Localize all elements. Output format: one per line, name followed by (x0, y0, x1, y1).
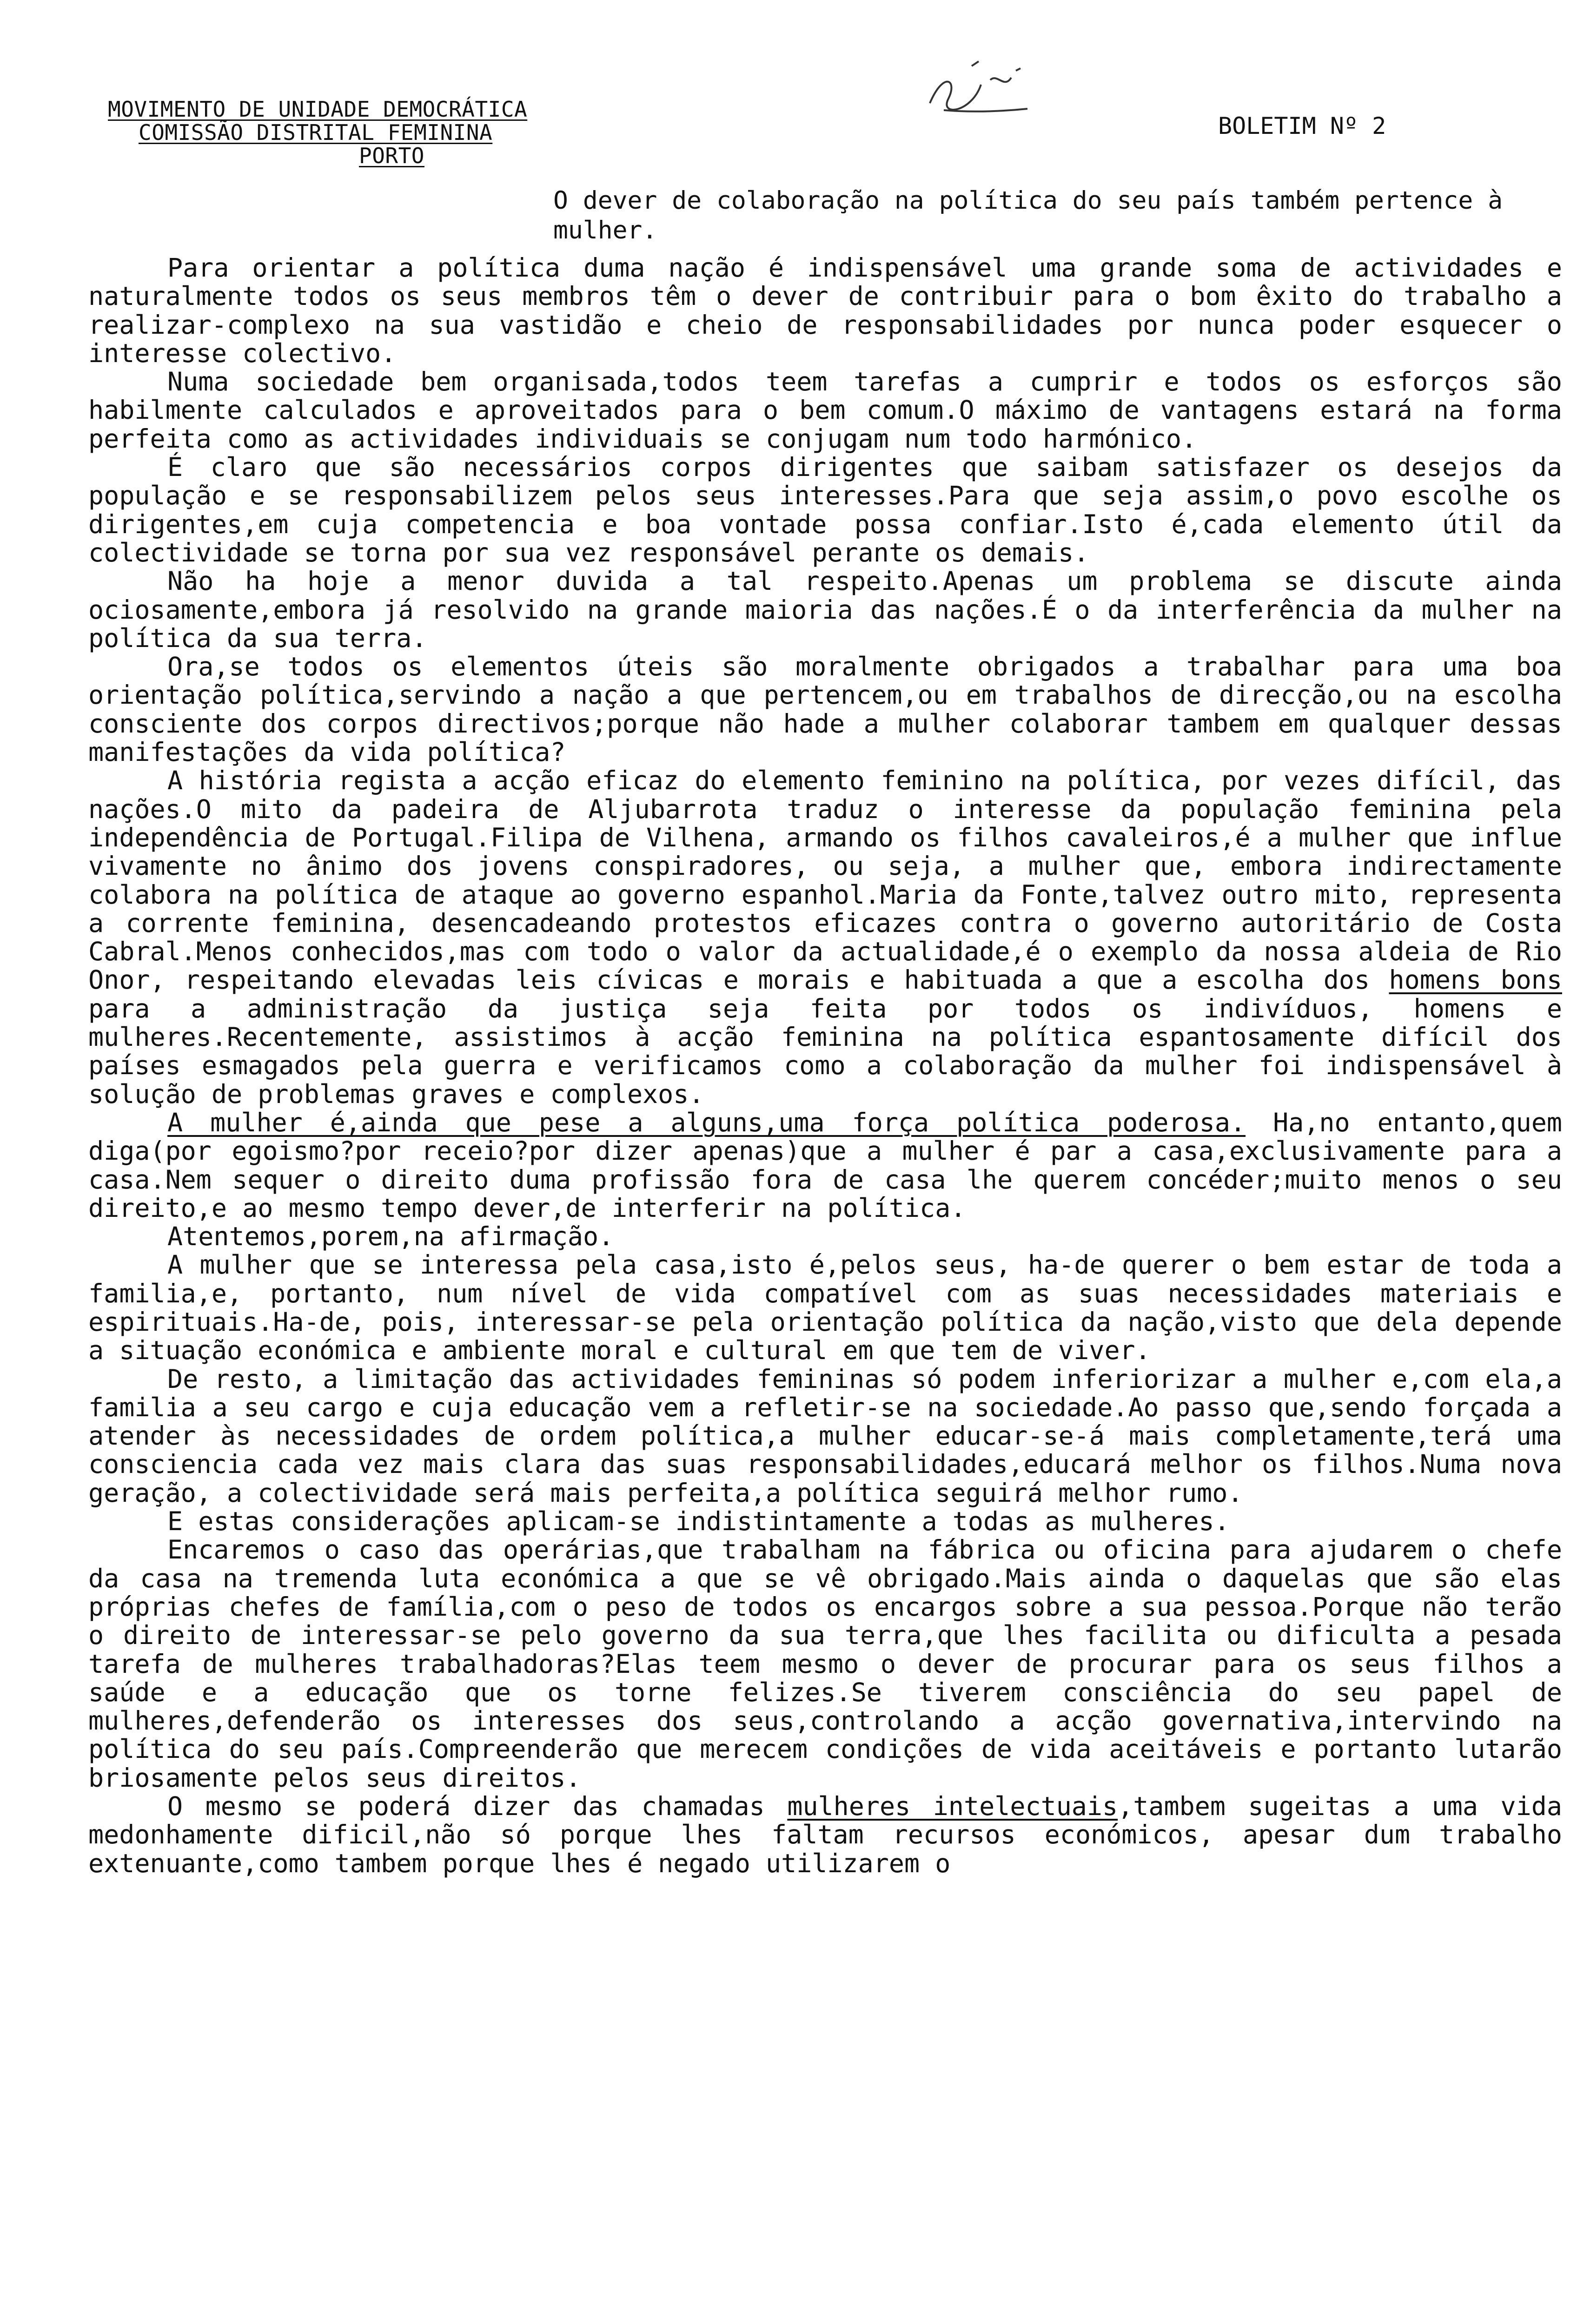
paragraph-text: ,tambem sugeitas a uma vida medonhamente dificil,não só porque lhes faltam recursos económicos, apesar dum trabalho extenuante,como tambem porque lhes é negado utilizarem o (88, 1791, 1562, 1878)
paragraph: Não ha hoje a menor duvida a tal respeito.Apenas um problema se discute ainda ociosamente,embora já resolvido na grande maioria das nações.É o da interferência da mulher na política da sua terra. (88, 566, 1562, 653)
bulletin-number: BOLETIM Nº 2 (1218, 112, 1386, 139)
paragraph-text: Ha,no entanto,quem diga(por egoismo?por receio?por dizer apenas)que a mulher é par a casa,exclusivamente para a casa.Nem sequer o direito duma profissão fora de casa lhe querem concéder;muito menos o seu direito,e ao mesmo tempo dever,de interferir na política. (88, 1107, 1562, 1223)
city-name: PORTO (359, 143, 424, 168)
underlined-phrase: A mulher é,ainda que pese a alguns,uma força política poderosa. (167, 1107, 1246, 1137)
article-body (88, 254, 1562, 1878)
paragraph: De resto, a limitação das actividades femininas só podem inferiorizar a mulher e,com ela,a familia a seu cargo e cuja educação vem a refletir-se na sociedade.Ao passo que,sendo forçada a atender às necessidades de ordem política,a mulher educar-se-á mais completamente,terá uma consciencia cada vez mais clara das suas responsabilidades,educará melhor os filhos.Numa nova geração, a colectividade será mais perfeita,a política seguirá melhor rumo. (88, 1364, 1562, 1508)
commission-name: COMISSÃO DISTRITAL FEMININA (139, 120, 493, 145)
document-tagline: O dever de colaboração na política do seu país também pertence à mulher. (553, 186, 1503, 244)
paragraph: É claro que são necessários corpos dirigentes que saibam satisfazer os desejos da população e se responsabilizem pelos seus interesses.Para que seja assim,o povo escolhe os dirigentes,em cuja competencia e boa vontade possa confiar.Isto é,cada elemento útil da colectividade se torna por sua vez responsável perante os demais. (88, 452, 1562, 568)
paragraph (88, 1792, 1562, 1878)
handwritten-mark (916, 52, 1037, 122)
underlined-phrase: mulheres intelectuais (787, 1791, 1118, 1822)
paragraph-text: A história regista a acção eficaz do elemento feminino na política, por vezes difícil, das nações.O mito da padeira de Aljubarrota traduz o interesse da população feminina pela independência de Portugal.Filipa de Vilhena, armando os filhos cavaleiros,é a mulher que influe vivamente no ânimo dos jovens conspiradores, ou seja, a mulher que, embora indirectamente colabora na política de ataque ao governo espanhol.Maria da Fonte,talvez outro mito, representa a corrente feminina, desencadeando protestos eficazes contra o governo autoritário de Costa Cabral.Menos conhecidos,mas com todo o valor da actualidade,é o exemplo da nossa aldeia de Rio Onor, respeitando elevadas leis cívicas e morais e habituada a que a escolha dos (88, 766, 1562, 995)
organization-header (108, 98, 527, 167)
organization-name: MOVIMENTO DE UNIDADE DEMOCRÁTICA (108, 97, 528, 122)
underlined-phrase: homens bons (1389, 965, 1562, 995)
paragraph: E estas considerações aplicam-se indistintamente a todas as mulheres. (167, 1506, 1230, 1537)
paragraph: Para orientar a política duma nação é indispensável uma grande soma de actividades e naturalmente todos os seus membros têm o dever de contribuir para o bom êxito do trabalho a realizar-complexo na sua vastidão e cheio de responsabilidades por nunca poder esquecer o interesse colectivo. (88, 253, 1562, 368)
paragraph: Numa sociedade bem organisada,todos teem tarefas a cumprir e todos os esforços são habilmente calculados e aproveitados para o bem comum.O máximo de vantagens estará na forma perfeita como as actividades individuais se conjugam num todo harmónico. (88, 367, 1562, 454)
paragraph: Ora,se todos os elementos úteis são moralmente obrigados a trabalhar para uma boa orientação política,servindo a nação a que pertencem,ou em trabalhos de direcção,ou na escolha consciente dos corpos directivos;porque não hade a mulher colaborar tambem em qualquer dessas manifestações da vida política? (88, 652, 1562, 767)
paragraph-text: para a administração da justiça seja feita por todos os indivíduos, homens e mulheres.Recentemente, assistimos à acção feminina na política espantosamente difícil dos países esmagados pela guerra e verificamos como a colaboração da mulher foi indispensável à solução de problemas graves e complexos. (88, 993, 1562, 1109)
paragraph: Atentemos,porem,na afirmação. (167, 1221, 614, 1252)
paragraph-text: O mesmo se poderá dizer das chamadas (167, 1791, 765, 1822)
paragraph: Encaremos o caso das operárias,que trabalham na fábrica ou oficina para ajudarem o chefe da casa na tremenda luta económica a que se vê obrigado.Mais ainda o daquelas que são elas próprias chefes de família,com o peso de todos os encargos sobre a sua pessoa.Porque não terão o direito de interessar-se pelo governo da sua terra,que lhes facilita ou dificulta a pesada tarefa de mulheres trabalhadoras?Elas teem mesmo o dever de procurar para os seus filhos a saúde e a educação que os torne felizes.Se tiverem consciência do seu papel de mulheres,defenderão os interesses dos seus,controlando a acção governativa,intervindo na política do seu país.Compreenderão que merecem condições de vida aceitáveis e portanto lutarão briosamente pelos seus direitos. (88, 1535, 1562, 1793)
paragraph (88, 766, 1562, 1109)
paragraph (88, 1109, 1562, 1222)
paragraph: A mulher que se interessa pela casa,isto é,pelos seus, ha-de querer o bem estar de toda a familia,e, portanto, num nível de vida compatível com as suas necessidades materiais e espirituais.Ha-de, pois, interessar-se pela orientação política da nação,visto que dela depende a situação económica e ambiente moral e cultural em que tem de viver. (88, 1250, 1562, 1366)
